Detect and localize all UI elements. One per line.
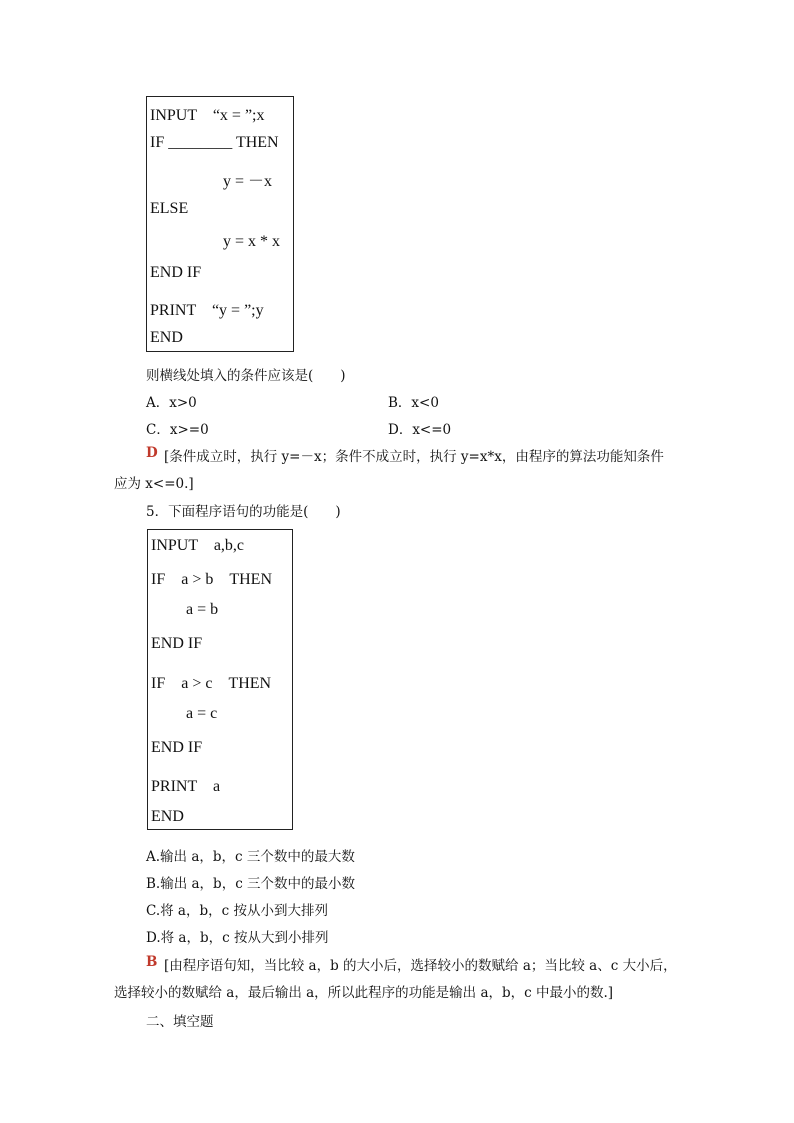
question-4-prompt: 则横线处填入的条件应该是( ) <box>146 368 346 384</box>
q5-answer-letter: B <box>146 954 158 970</box>
question-5-prompt: 5．下面程序语句的功能是( ) <box>146 504 341 520</box>
q5-explanation-line-1: [由程序语句知，当比较 a，b 的大小后，选择较小的数赋给 a；当比较 a、c 大小后， <box>164 958 677 974</box>
code-line: INPUT “x = ”;x <box>150 107 265 124</box>
code-line: IF a > b THEN <box>151 571 273 588</box>
q4-option-c: C．x>=0 <box>146 422 209 438</box>
q5-option-c: C.将 a，b，c 按从小到大排列 <box>146 903 328 919</box>
q4-answer-letter: D <box>146 445 158 461</box>
q4-option-a: A．x>0 <box>146 395 197 411</box>
code-line: END IF <box>151 739 203 756</box>
code-line: PRINT “y = ”;y <box>150 302 264 319</box>
q5-option-a: A.输出 a，b，c 三个数中的最大数 <box>146 849 355 865</box>
code-line: y = x * x <box>223 233 281 250</box>
code-line: INPUT a,b,c <box>151 537 245 554</box>
q5-option-d: D.将 a，b，c 按从大到小排列 <box>146 930 329 946</box>
code-line: ELSE <box>150 200 189 217</box>
code-line: END <box>150 329 183 346</box>
code-line: a = c <box>186 705 218 722</box>
code-line: IF ________ THEN <box>150 134 279 151</box>
code-line: END <box>151 808 184 825</box>
code-line: END IF <box>150 264 202 281</box>
section-title: 二、填空题 <box>146 1014 214 1030</box>
code-line: PRINT a <box>151 778 221 795</box>
q4-explanation-line-1: [条件成立时，执行 y=－x；条件不成立时，执行 y=x*x，由程序的算法功能知条件 <box>164 449 664 465</box>
code-line: y = －x <box>223 173 273 190</box>
code-line: IF a > c THEN <box>151 675 272 692</box>
q4-option-b: B．x<0 <box>388 395 439 411</box>
q5-explanation-line-2: 选择较小的数赋给 a，最后输出 a，所以此程序的功能是输出 a，b，c 中最小的数.] <box>114 985 614 1001</box>
code-line: END IF <box>151 635 203 652</box>
q5-option-b: B.输出 a，b，c 三个数中的最小数 <box>146 876 356 892</box>
q4-explanation-line-2: 应为 x<=0.] <box>114 476 194 492</box>
code-line: a = b <box>186 601 219 618</box>
q4-option-d: D．x<=0 <box>388 422 452 438</box>
